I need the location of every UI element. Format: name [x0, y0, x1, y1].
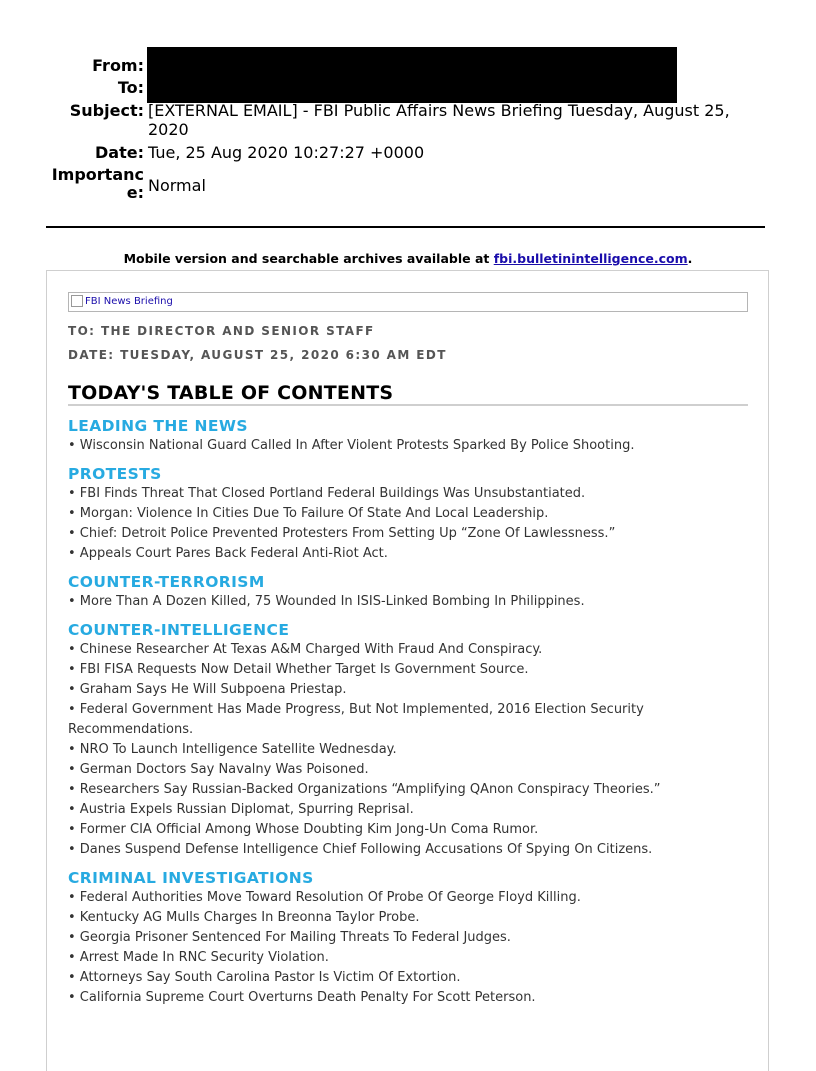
- list-item[interactable]: • Kentucky AG Mulls Charges In Breonna Taylor Probe.: [68, 910, 420, 925]
- section-items: [68, 484, 758, 564]
- list-item[interactable]: • More Than A Dozen Killed, 75 Wounded In ISIS-Linked Bombing In Philippines.: [68, 594, 585, 609]
- mobile-notice-text: Mobile version and searchable archives available at: [123, 251, 494, 266]
- section-items: [68, 640, 758, 860]
- section-title[interactable]: CRIMINAL INVESTIGATIONS: [68, 869, 314, 887]
- list-item[interactable]: • Attorneys Say South Carolina Pastor Is Victim Of Extortion.: [68, 970, 461, 985]
- list-item[interactable]: • Morgan: Violence In Cities Due To Failure Of State And Local Leadership.: [68, 506, 549, 521]
- list-item[interactable]: • Chief: Detroit Police Prevented Protesters From Setting Up “Zone Of Lawlessness.”: [68, 526, 616, 541]
- section-items: [68, 436, 758, 456]
- banner-alt-text: FBI News Briefing: [85, 296, 173, 307]
- list-item[interactable]: • Wisconsin National Guard Called In After Violent Protests Sparked By Police Shooting.: [68, 438, 635, 453]
- importance-label-line1: Importanc: [51, 165, 144, 184]
- section-title[interactable]: COUNTER-INTELLIGENCE: [68, 621, 290, 639]
- list-item[interactable]: • Danes Suspend Defense Intelligence Chief Following Accusations Of Spying On Citizens.: [68, 842, 653, 857]
- list-item[interactable]: • FBI Finds Threat That Closed Portland Federal Buildings Was Unsubstantiated.: [68, 486, 586, 501]
- to-label: To:: [117, 78, 144, 97]
- section-counter-intelligence: [68, 620, 758, 860]
- list-item[interactable]: • Appeals Court Pares Back Federal Anti-Riot Act.: [68, 546, 388, 561]
- list-item[interactable]: • German Doctors Say Navalny Was Poisoned.: [68, 762, 369, 777]
- section-title[interactable]: PROTESTS: [68, 465, 162, 483]
- date-label: Date:: [95, 143, 144, 162]
- list-item[interactable]: • FBI FISA Requests Now Detail Whether Target Is Government Source.: [68, 662, 529, 677]
- section-counter-terrorism: [68, 572, 758, 612]
- recipient-line: TO: THE DIRECTOR AND SENIOR STAFF: [68, 324, 375, 338]
- list-item[interactable]: • NRO To Launch Intelligence Satellite Wednesday.: [68, 742, 397, 757]
- importance-value: Normal: [148, 176, 206, 195]
- list-item[interactable]: • Austria Expels Russian Diplomat, Spurring Reprisal.: [68, 802, 414, 817]
- subject-label: Subject:: [69, 101, 144, 120]
- importance-label-line2: e:: [126, 183, 144, 202]
- section-items: [68, 888, 758, 1008]
- date-value: Tue, 25 Aug 2020 10:27:27 +0000: [148, 143, 425, 162]
- header-divider: [46, 226, 765, 228]
- archive-link[interactable]: fbi.bulletinintelligence.com: [493, 251, 688, 266]
- mobile-notice: [0, 251, 816, 266]
- list-item[interactable]: • Federal Authorities Move Toward Resolution Of Probe Of George Floyd Killing.: [68, 890, 581, 905]
- subject-value: [EXTERNAL EMAIL] - FBI Public Affairs News Briefing Tuesday, August 25, 2020: [148, 101, 730, 139]
- section-title[interactable]: COUNTER-TERRORISM: [68, 573, 265, 591]
- list-item[interactable]: • Federal Government Has Made Progress, But Not Implemented, 2016 Election Security Recommendations.: [68, 702, 644, 737]
- list-item[interactable]: • Georgia Prisoner Sentenced For Mailing Threats To Federal Judges.: [68, 930, 511, 945]
- mobile-notice-suffix: .: [687, 251, 693, 266]
- list-item[interactable]: • California Supreme Court Overturns Death Penalty For Scott Peterson.: [68, 990, 536, 1005]
- section-items: [68, 592, 758, 612]
- briefing-date-line: DATE: TUESDAY, AUGUST 25, 2020 6:30 AM EDT: [68, 348, 447, 362]
- importance-label: [52, 166, 144, 202]
- list-item[interactable]: • Researchers Say Russian-Backed Organizations “Amplifying QAnon Conspiracy Theories.”: [68, 782, 661, 797]
- section-leading-the-news: [68, 416, 758, 456]
- list-item[interactable]: • Chinese Researcher At Texas A&M Charged With Fraud And Conspiracy.: [68, 642, 543, 657]
- toc-title: TODAY'S TABLE OF CONTENTS: [68, 382, 748, 406]
- toc-content: [68, 416, 758, 1016]
- list-item[interactable]: • Graham Says He Will Subpoena Priestap.: [68, 682, 347, 697]
- section-title[interactable]: LEADING THE NEWS: [68, 417, 248, 435]
- section-protests: [68, 464, 758, 564]
- list-item[interactable]: • Former CIA Official Among Whose Doubting Kim Jong-Un Coma Rumor.: [68, 822, 539, 837]
- list-item[interactable]: • Arrest Made In RNC Security Violation.: [68, 950, 329, 965]
- redaction-bar: [147, 47, 677, 103]
- fbi-news-briefing-banner[interactable]: [68, 292, 748, 312]
- broken-image-icon: [71, 295, 83, 307]
- from-label: From:: [92, 56, 144, 75]
- section-criminal-investigations: [68, 868, 758, 1008]
